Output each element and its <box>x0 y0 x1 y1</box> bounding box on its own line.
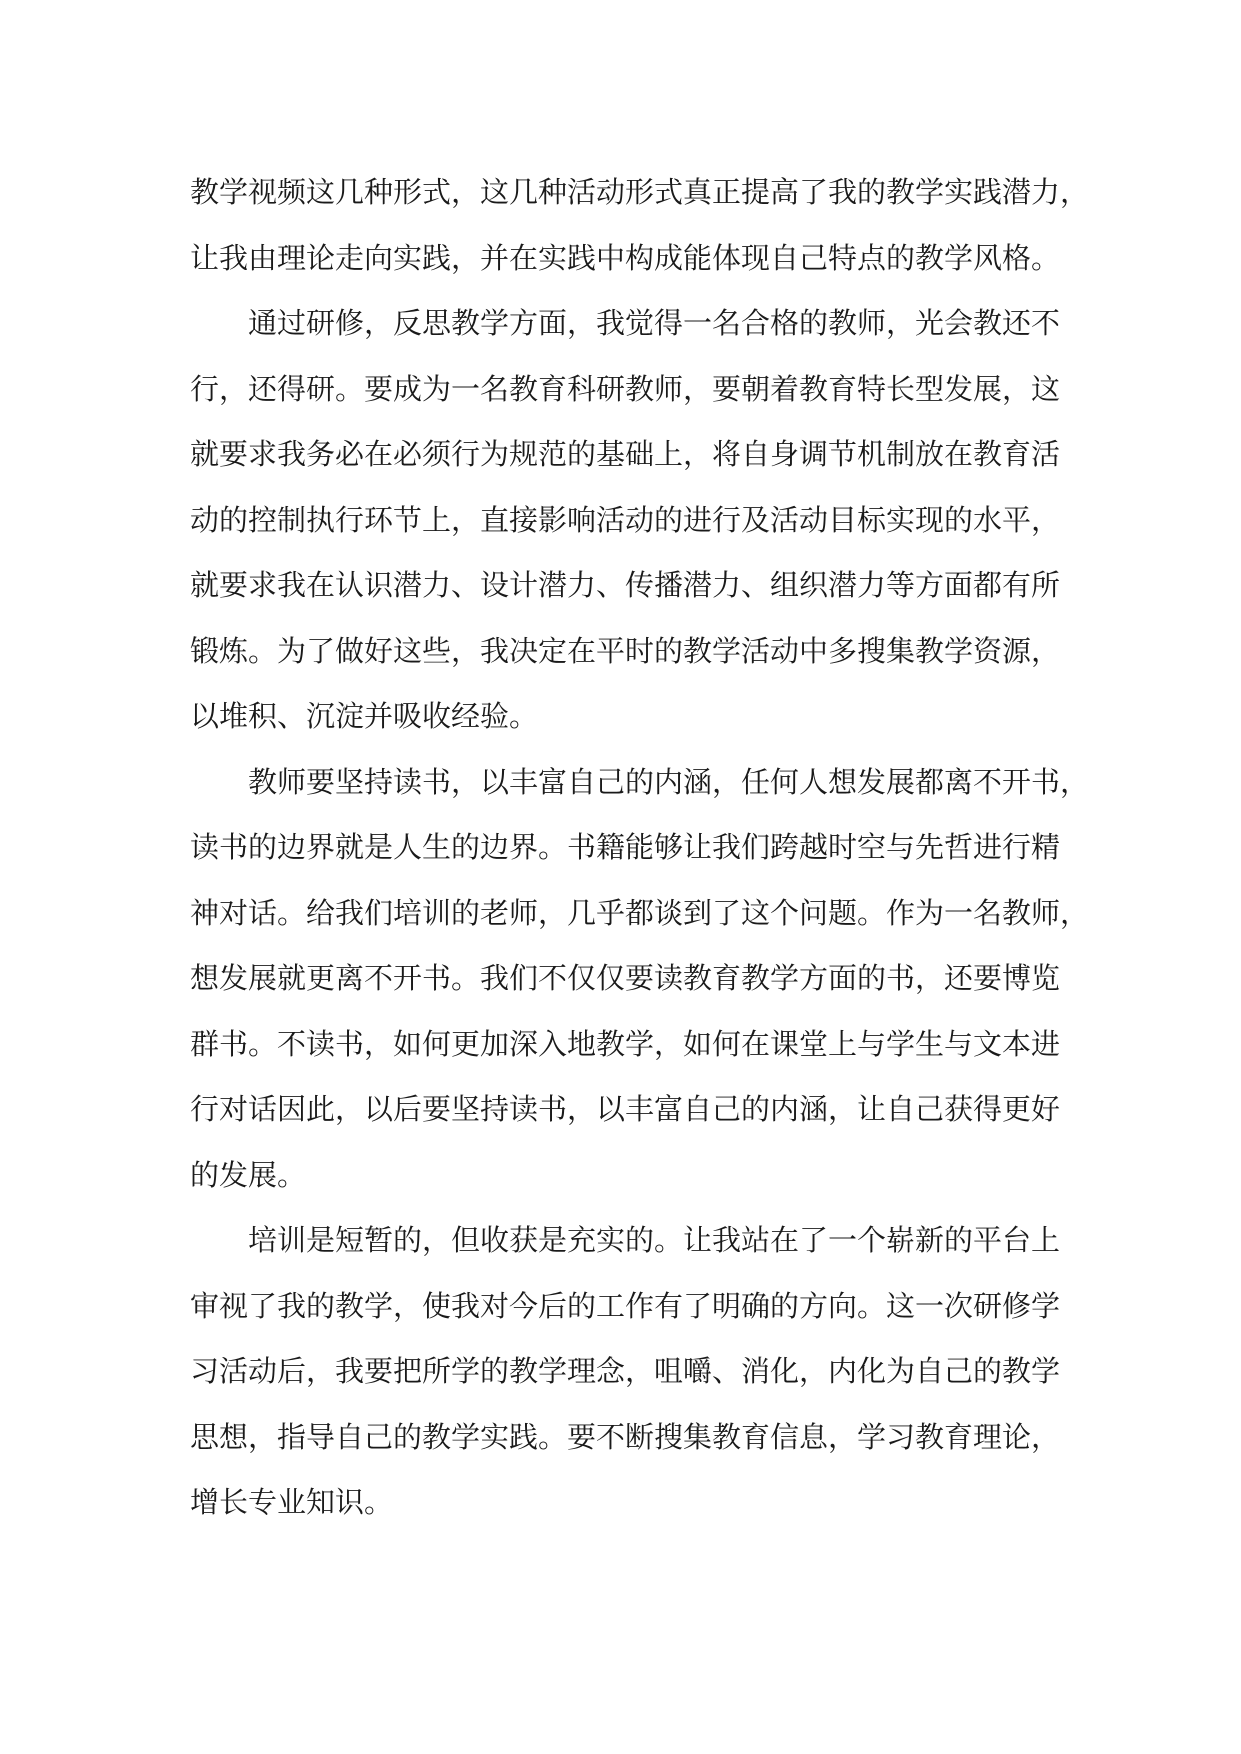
text-line: 读书的边界就是人生的边界。书籍能够让我们跨越时空与先哲进行精 <box>190 830 1061 864</box>
paragraph <box>190 160 1090 291</box>
text-line: 的发展。 <box>190 1157 307 1192</box>
text-line: 教学视频这几种形式，这几种活动形式真正提高了我的教学实践潜力， <box>190 175 1090 209</box>
paragraph <box>190 1208 1060 1536</box>
text-line: 就要求我在认识潜力、设计潜力、传播潜力、组织潜力等方面都有所 <box>190 568 1061 602</box>
text-line: 通过研修，反思教学方面，我觉得一名合格的教师，光会教还不 <box>248 306 1061 340</box>
text-line: 群书。不读书，如何更加深入地教学，如何在课堂上与学生与文本进 <box>190 1026 1061 1061</box>
text-line: 教师要坚持读书，以丰富自己的内涵，任何人想发展都离不开书， <box>248 764 1090 799</box>
paragraph <box>190 750 1090 1209</box>
text-line: 行，还得研。要成为一名教育科研教师，要朝着教育特长型发展，这 <box>190 371 1061 406</box>
text-line: 让我由理论走向实践，并在实践中构成能体现自己特点的教学风格。 <box>190 240 1061 275</box>
text-line: 增长专业知识。 <box>190 1485 394 1519</box>
text-line: 习活动后，我要把所学的教学理念，咀嚼、消化，内化为自己的教学 <box>190 1354 1061 1388</box>
text-line: 思想，指导自己的教学实践。要不断搜集教育信息，学习教育理论， <box>190 1419 1061 1454</box>
text-line: 动的控制执行环节上，直接影响活动的进行及活动目标实现的水平， <box>190 502 1061 537</box>
document-body <box>190 160 1090 1536</box>
text-line: 就要求我务必在必须行为规范的基础上，将自身调节机制放在教育活 <box>190 437 1061 471</box>
text-line: 行对话因此，以后要坚持读书，以丰富自己的内涵，让自己获得更好 <box>190 1092 1061 1126</box>
text-line: 以堆积、沉淀并吸收经验。 <box>190 699 539 733</box>
text-line: 锻炼。为了做好这些，我决定在平时的教学活动中多搜集教学资源， <box>190 633 1061 668</box>
text-line: 想发展就更离不开书。我们不仅仅要读教育教学方面的书，还要博览 <box>190 961 1061 995</box>
text-line: 培训是短暂的，但收获是充实的。让我站在了一个崭新的平台上 <box>248 1223 1061 1257</box>
text-line: 神对话。给我们培训的老师，几乎都谈到了这个问题。作为一名教师， <box>190 895 1090 930</box>
text-line: 审视了我的教学，使我对今后的工作有了明确的方向。这一次研修学 <box>190 1288 1061 1323</box>
paragraph <box>190 291 1060 750</box>
